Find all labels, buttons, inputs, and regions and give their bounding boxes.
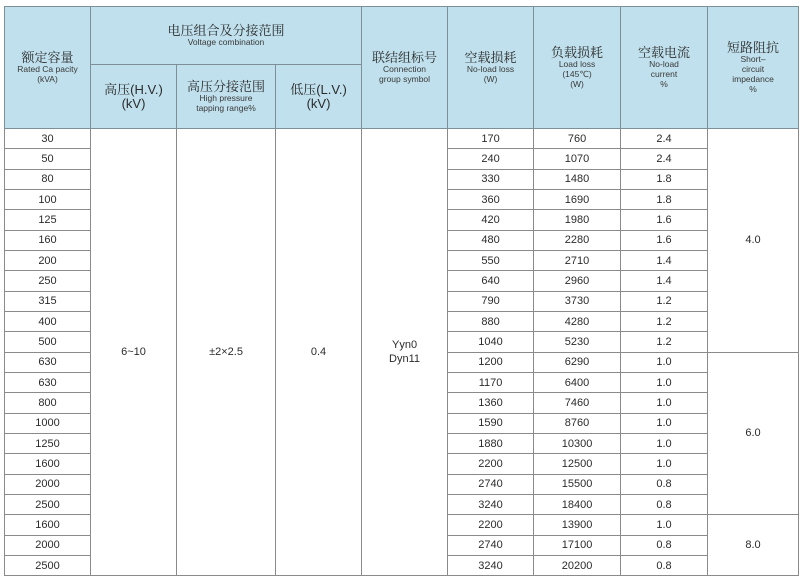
cell-capacity: 2500 — [5, 555, 91, 575]
cell-no-load-loss: 2200 — [448, 454, 534, 474]
cell-no-load-loss: 1170 — [448, 372, 534, 392]
cell-load-loss: 2960 — [534, 271, 621, 291]
symbol-yyn0: Yyn0 — [391, 339, 418, 352]
cell-capacity: 1600 — [5, 454, 91, 474]
header-lv: 低压(L.V.) (kV) — [276, 65, 362, 129]
cell-tapping-value: ±2×2.5 — [177, 129, 276, 576]
cell-load-loss: 760 — [534, 129, 621, 149]
cell-capacity: 630 — [5, 352, 91, 372]
cell-load-loss: 4280 — [534, 311, 621, 331]
cell-load-loss: 1690 — [534, 189, 621, 209]
cell-no-load-loss: 1590 — [448, 413, 534, 433]
cell-no-load-current: 1.4 — [621, 271, 708, 291]
cell-load-loss: 15500 — [534, 474, 621, 494]
cell-capacity: 160 — [5, 230, 91, 250]
cell-capacity: 30 — [5, 129, 91, 149]
cell-capacity: 500 — [5, 332, 91, 352]
cell-load-loss: 2280 — [534, 230, 621, 250]
cell-load-loss: 20200 — [534, 555, 621, 575]
cell-no-load-current: 1.6 — [621, 230, 708, 250]
cell-no-load-loss: 170 — [448, 129, 534, 149]
cell-no-load-loss: 330 — [448, 169, 534, 189]
transformer-spec-table — [4, 6, 799, 576]
cell-load-loss: 1480 — [534, 169, 621, 189]
cell-capacity: 100 — [5, 189, 91, 209]
header-no-load-loss: 空载损耗 No-load loss (W) — [448, 7, 534, 129]
cell-no-load-current: 0.8 — [621, 555, 708, 575]
cell-no-load-current: 0.8 — [621, 535, 708, 555]
cell-no-load-loss: 1200 — [448, 352, 534, 372]
cell-no-load-loss: 1360 — [448, 393, 534, 413]
header-voltage-combination: 电压组合及分接范围 Voltage combination — [91, 7, 362, 65]
cell-no-load-current: 1.4 — [621, 250, 708, 270]
header-impedance: 短路阻抗 Short– circuit impedance % — [708, 7, 799, 129]
cell-capacity: 800 — [5, 393, 91, 413]
cell-capacity: 400 — [5, 311, 91, 331]
cell-capacity: 200 — [5, 250, 91, 270]
cell-load-loss: 6290 — [534, 352, 621, 372]
cell-capacity: 1000 — [5, 413, 91, 433]
cell-no-load-current: 1.2 — [621, 311, 708, 331]
cell-load-loss: 6400 — [534, 372, 621, 392]
cell-capacity: 630 — [5, 372, 91, 392]
cell-no-load-loss: 2740 — [448, 535, 534, 555]
cell-lv-value: 0.4 — [276, 129, 362, 576]
cell-no-load-current: 1.0 — [621, 454, 708, 474]
cell-no-load-current: 1.2 — [621, 291, 708, 311]
cell-impedance: 4.0 — [708, 129, 799, 353]
cell-no-load-current: 1.0 — [621, 515, 708, 535]
cell-capacity: 2000 — [5, 535, 91, 555]
cell-no-load-current: 2.4 — [621, 149, 708, 169]
cell-no-load-loss: 240 — [448, 149, 534, 169]
cell-load-loss: 5230 — [534, 332, 621, 352]
cell-capacity: 250 — [5, 271, 91, 291]
cell-load-loss: 3730 — [534, 291, 621, 311]
cell-hv-value: 6~10 — [91, 129, 177, 576]
header-tapping-range: 高压分接范围 High pressure tapping range% — [177, 65, 276, 129]
cell-load-loss: 7460 — [534, 393, 621, 413]
cell-no-load-loss: 550 — [448, 250, 534, 270]
cell-no-load-loss: 1880 — [448, 433, 534, 453]
cell-capacity: 1600 — [5, 515, 91, 535]
header-no-load-current: 空载电流 No-load current % — [621, 7, 708, 129]
cell-load-loss: 13900 — [534, 515, 621, 535]
cell-no-load-current: 1.6 — [621, 210, 708, 230]
cell-load-loss: 1980 — [534, 210, 621, 230]
cell-no-load-loss: 790 — [448, 291, 534, 311]
cell-impedance: 6.0 — [708, 352, 799, 515]
spec-table-body — [5, 129, 799, 576]
cell-no-load-loss: 480 — [448, 230, 534, 250]
symbol-dyn11: Dyn11 — [389, 353, 421, 366]
cell-no-load-current: 1.0 — [621, 372, 708, 392]
cell-no-load-loss: 1040 — [448, 332, 534, 352]
cell-capacity: 50 — [5, 149, 91, 169]
cell-no-load-loss: 880 — [448, 311, 534, 331]
cell-no-load-current: 0.8 — [621, 494, 708, 514]
cell-load-loss: 12500 — [534, 454, 621, 474]
cell-load-loss: 17100 — [534, 535, 621, 555]
cell-no-load-loss: 360 — [448, 189, 534, 209]
cell-no-load-loss: 420 — [448, 210, 534, 230]
cell-no-load-loss: 2740 — [448, 474, 534, 494]
cell-impedance: 8.0 — [708, 515, 799, 576]
cell-no-load-loss: 2200 — [448, 515, 534, 535]
header-load-loss: 负载损耗 Load loss (145℃) (W) — [534, 7, 621, 129]
cell-load-loss: 8760 — [534, 413, 621, 433]
header-connection-group: 联结组标号 Connection group symbol — [362, 7, 448, 129]
cell-load-loss: 1070 — [534, 149, 621, 169]
cell-capacity: 2500 — [5, 494, 91, 514]
cell-load-loss: 2710 — [534, 250, 621, 270]
cell-load-loss: 10300 — [534, 433, 621, 453]
header-hv: 高压(H.V.) (kV) — [91, 65, 177, 129]
cell-capacity: 2000 — [5, 474, 91, 494]
cell-no-load-current: 1.2 — [621, 332, 708, 352]
cell-no-load-current: 1.8 — [621, 189, 708, 209]
cell-load-loss: 18400 — [534, 494, 621, 514]
table-row — [5, 129, 799, 149]
cell-no-load-current: 1.0 — [621, 393, 708, 413]
cell-no-load-loss: 3240 — [448, 494, 534, 514]
header-rated-capacity: 额定容量 Rated Ca pacity (kVA) — [5, 7, 91, 129]
cell-no-load-current: 0.8 — [621, 474, 708, 494]
cell-no-load-loss: 640 — [448, 271, 534, 291]
cell-capacity: 315 — [5, 291, 91, 311]
cell-no-load-current: 1.8 — [621, 169, 708, 189]
cell-capacity: 125 — [5, 210, 91, 230]
cell-no-load-current: 1.0 — [621, 433, 708, 453]
cell-capacity: 1250 — [5, 433, 91, 453]
cell-no-load-current: 1.0 — [621, 352, 708, 372]
cell-no-load-current: 1.0 — [621, 413, 708, 433]
cell-capacity: 80 — [5, 169, 91, 189]
cell-no-load-current: 2.4 — [621, 129, 708, 149]
cell-no-load-loss: 3240 — [448, 555, 534, 575]
cell-connection-symbol — [362, 129, 448, 576]
